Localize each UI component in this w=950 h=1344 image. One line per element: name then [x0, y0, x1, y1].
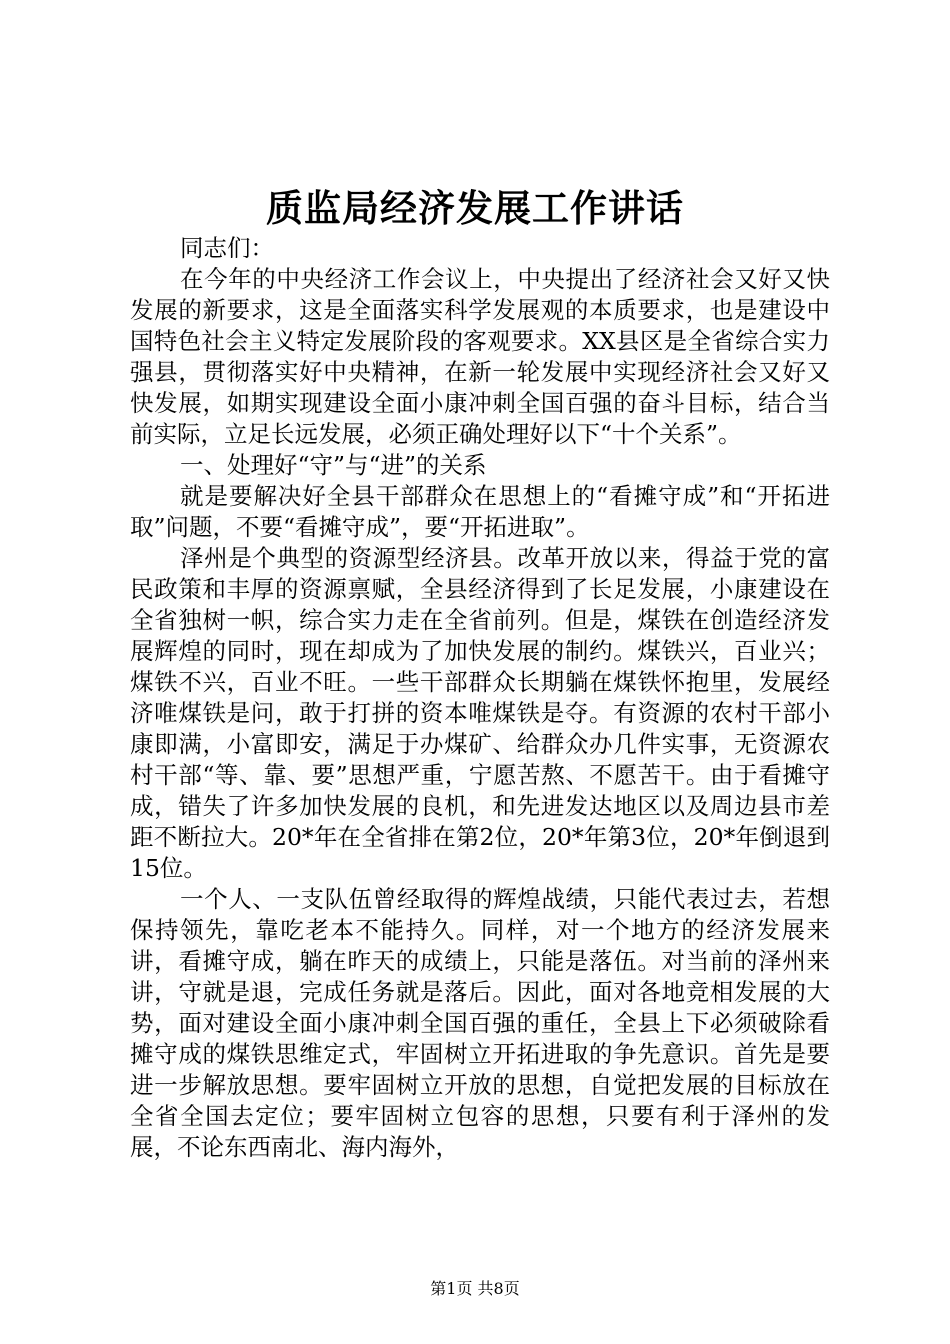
- paragraph: 就是要解决好全县干部群众在思想上的“看摊守成”和“开拓进取”问题，不要“看摊守成”，要“开拓进取”。: [130, 482, 830, 541]
- page-footer: 第1页 共8页: [430, 1279, 520, 1298]
- section-heading: 一、处理好“守”与“进”的关系: [180, 451, 487, 479]
- document-title: 质监局经济发展工作讲话: [266, 186, 684, 230]
- paragraph-intro: 在今年的中央经济工作会议上，中央提出了经济社会又好又快发展的新要求，这是全面落实科学发展观的本质要求，也是建设中国特色社会主义特定发展阶段的客观要求。XX县区是全省综合实力强县，贯彻落实好中央精神，在新一轮发展中实现经济社会又好又快发展，如期实现建设全面小康冲刺全国百强的奋斗目标，结合当前实际，立足长远发展，必须正确处理好以下“十个关系”。: [130, 265, 830, 448]
- paragraph: 泽州是个典型的资源型经济县。改革开放以来，得益于党的富民政策和丰厚的资源禀赋，全县经济得到了长足发展，小康建设在全省独树一帜，综合实力走在全省前列。但是，煤铁在创造经济发展辉煌的同时，现在却成为了加快发展的制约。煤铁兴，百业兴；煤铁不兴，百业不旺。一些干部群众长期躺在煤铁怀抱里，发展经济唯煤铁是问，敢于打拼的资本唯煤铁是夺。有资源的农村干部小康即满，小富即安，满足于办煤矿、给群众办几件实事，无资源农村干部“等、靠、要”思想严重，宁愿苦熬、不愿苦干。由于看摊守成，错失了许多加快发展的良机，和先进发达地区以及周边县市差距不断拉大。20*年在全省排在第2位，20*年第3位，20*年倒退到15位。: [130, 544, 830, 882]
- document-body: [130, 233, 830, 1163]
- salutation: 同志们：: [180, 234, 274, 262]
- paragraph: 一个人、一支队伍曾经取得的辉煌战绩，只能代表过去，若想保持领先，靠吃老本不能持久。同样，对一个地方的经济发展来讲，看摊守成，躺在昨天的成绩上，只能是落伍。对当前的泽州来讲，守就是退，完成任务就是落后。因此，面对各地竞相发展的大势，面对建设全面小康冲刺全国百强的重任，全县上下必须破除看摊守成的煤铁思维定式，牢固树立开拓进取的争先意识。首先是要进一步解放思想。要牢固树立开放的思想，自觉把发展的目标放在全省全国去定位；要牢固树立包容的思想，只要有利于泽州的发展，不论东西南北、海内海外，: [130, 885, 830, 1161]
